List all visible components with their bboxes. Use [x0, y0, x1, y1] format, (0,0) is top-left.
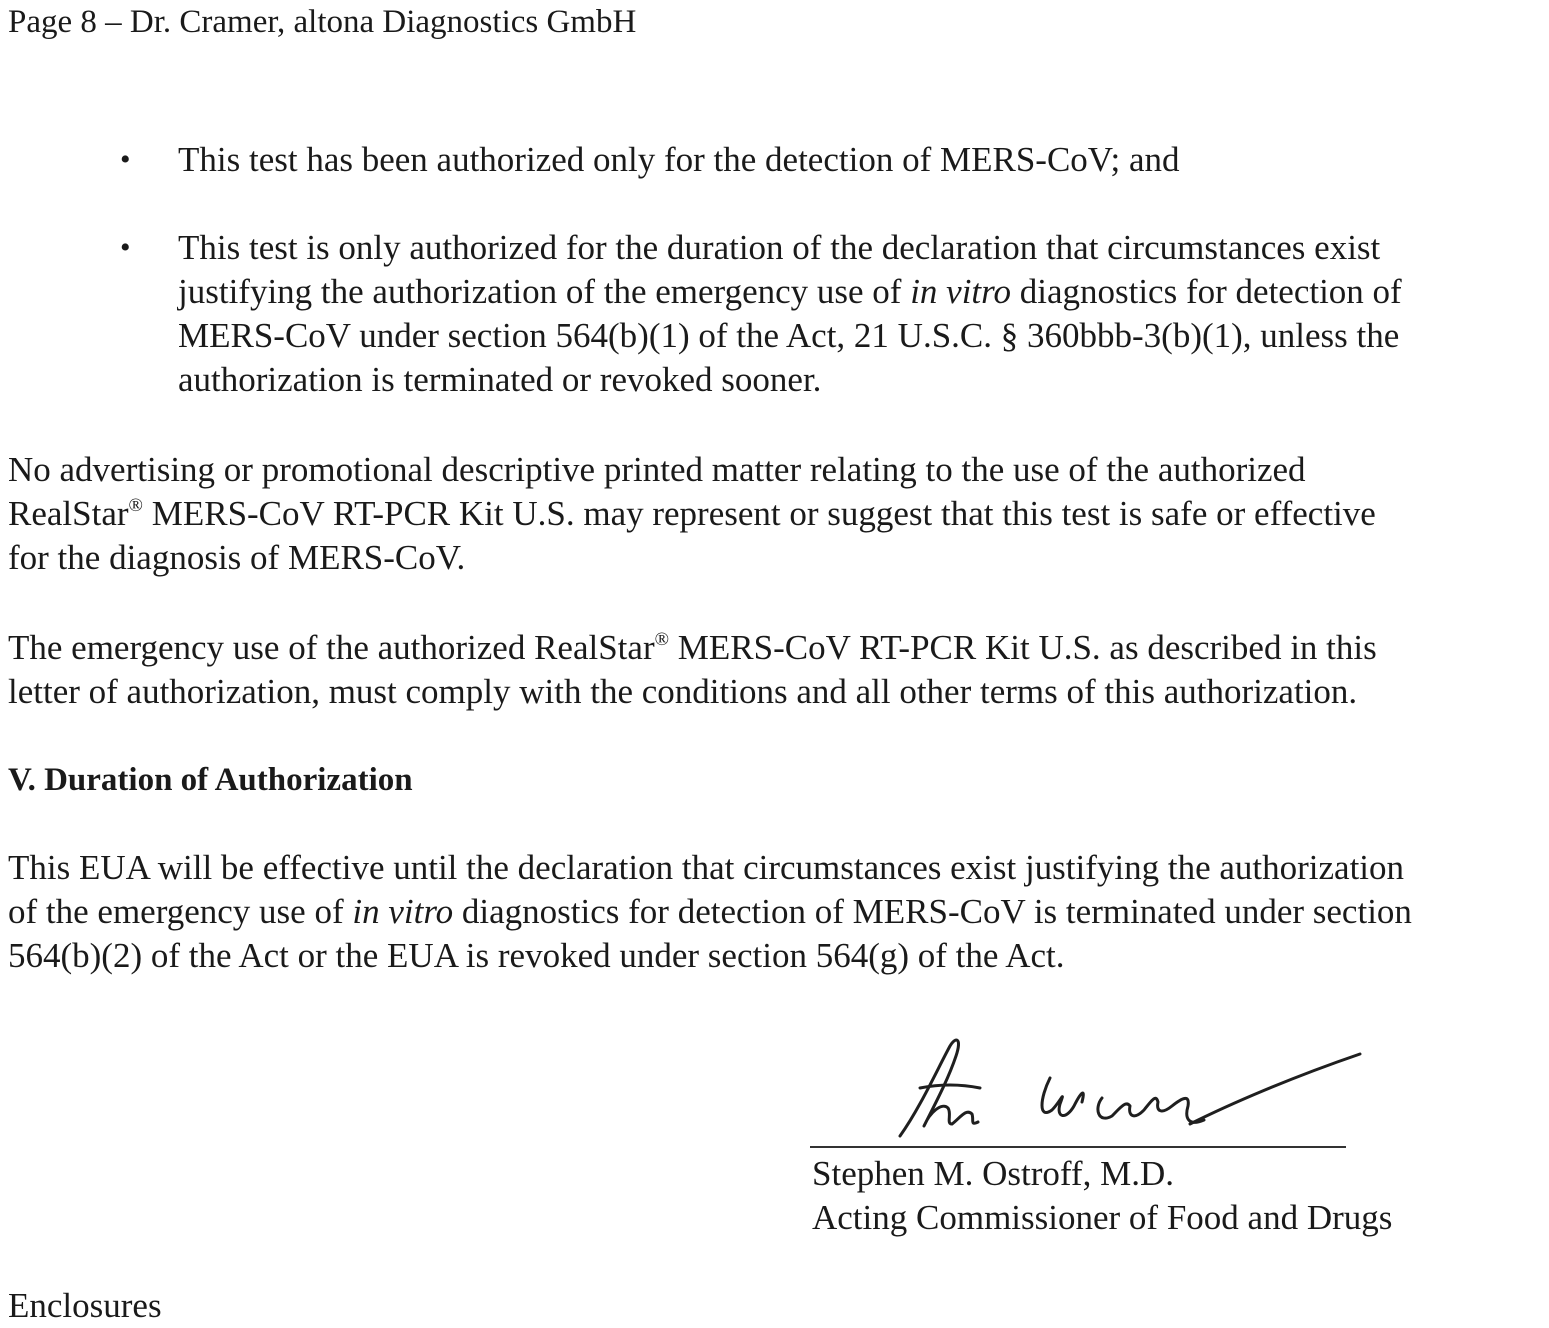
- bullet-text: [178, 138, 1540, 182]
- text-run: The emergency use of the authorized RealStar: [8, 628, 655, 667]
- paragraph-line: 564(b)(2) of the Act or the EUA is revoked under section 564(g) of the Act.: [8, 936, 1065, 975]
- text-run: RealStar: [8, 494, 129, 533]
- text-run: diagnostics for detection of MERS-CoV is terminated under section: [453, 892, 1412, 931]
- bullet-line: [178, 270, 1540, 314]
- paragraph-line: letter of authorization, must comply with the conditions and all other terms of this authorization.: [8, 672, 1358, 711]
- signatory-name: Stephen M. Ostroff, M.D.: [812, 1154, 1174, 1193]
- bullet-line: This test has been authorized only for the detection of MERS-CoV; and: [178, 140, 1180, 179]
- emergency-use-paragraph: [8, 626, 1377, 714]
- registered-mark: ®: [128, 495, 143, 516]
- text-run: of the emergency use of: [8, 892, 353, 931]
- handwritten-signature: [890, 1028, 1370, 1143]
- section-heading: V. Duration of Authorization: [8, 762, 413, 798]
- page-header: Page 8 – Dr. Cramer, altona Diagnostics GmbH: [8, 4, 637, 40]
- paragraph-line: This EUA will be effective until the declaration that circumstances exist justifying the authorization: [8, 848, 1405, 887]
- bullet-line: authorization is terminated or revoked sooner.: [178, 360, 822, 399]
- bullet-line: This test is only authorized for the duration of the declaration that circumstances exist: [178, 228, 1381, 267]
- signatory-title: Acting Commissioner of Food and Drugs: [812, 1198, 1393, 1237]
- bullet-text: [178, 226, 1540, 402]
- bullet-icon: •: [120, 143, 131, 176]
- text-run: MERS-CoV RT-PCR Kit U.S. may represent or suggest that this test is safe or effective: [142, 494, 1376, 533]
- italic-term: in vitro: [910, 272, 1011, 311]
- signature-line: [810, 1146, 1346, 1148]
- bullet-icon: •: [120, 231, 131, 264]
- duration-paragraph: [8, 846, 1412, 978]
- advertising-paragraph: [8, 448, 1376, 580]
- text-run: justifying the authorization of the emergency use of: [178, 272, 911, 311]
- paragraph-line: [8, 492, 1376, 536]
- text-run: MERS-CoV RT-PCR Kit U.S. as described in this: [669, 628, 1377, 667]
- registered-mark: ®: [654, 629, 670, 650]
- italic-term: in vitro: [352, 892, 454, 931]
- enclosures-label: Enclosures: [8, 1286, 162, 1325]
- paragraph-line: for the diagnosis of MERS-CoV.: [8, 538, 466, 577]
- paragraph-line: [8, 626, 1377, 670]
- bullet-line: MERS-CoV under section 564(b)(1) of the Act, 21 U.S.C. § 360bbb-3(b)(1), unless the: [178, 316, 1400, 355]
- text-run: diagnostics for detection of: [1010, 272, 1402, 311]
- paragraph-line: [8, 890, 1412, 934]
- paragraph-line: No advertising or promotional descriptive printed matter relating to the use of the authorized: [8, 450, 1306, 489]
